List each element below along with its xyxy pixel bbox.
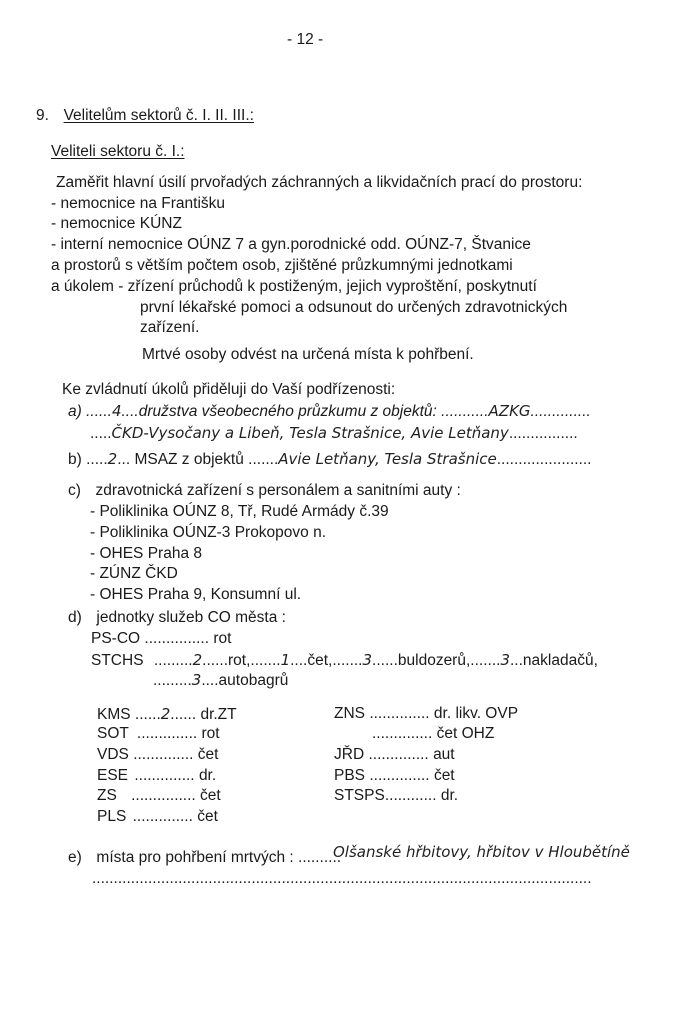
leader-dots: .... [121,403,139,420]
item-b-label: b) [68,451,82,468]
handwritten-value: 3 [191,671,202,689]
leader-dots: ....... [332,652,363,669]
intro-line-5: a prostorů s větším počtem osob, zjištěné průzkumnými jednotkami [51,257,513,274]
section-title: Velitelům sektorů č. I. II. III.: [63,107,254,124]
item-d-heading [68,609,286,627]
leader-dots: .......... [293,849,342,866]
item-a-count: 4 [111,402,122,420]
unit-row-stsps [334,787,458,805]
intro-line-2: - nemocnice na Františku [51,195,226,212]
leader-dots: ...... [202,652,229,669]
unit-row-vds [97,746,218,764]
unit-type: dr. likv. OVP [433,705,519,722]
item-e-label: e) [68,849,82,866]
stchs-row-2 [153,671,288,690]
leader-dots: .............. [132,808,193,825]
unit-type: čet [200,787,221,804]
leader-dots: ................ [508,425,578,442]
unit-code: ZNS [334,705,365,722]
leader-dots: .............. [136,725,198,742]
item-b-objects: Avie Letňany, Tesla Strašnice [278,450,497,468]
list-item: - ZÚNZ ČKD [90,565,178,582]
unit-row-zns [334,705,518,723]
list-item: - Poliklinika OÚNZ 8, Tř, Rudé Armády č.39 [90,503,389,520]
section-number: 9. [36,107,49,124]
leader-dots: ..... [90,425,112,442]
unit-row-zs [97,787,221,805]
assign-intro: Ke zvládnutí úkolů přiděluji do Vaší podřízenosti: [62,381,396,398]
list-item: - Poliklinika OÚNZ-3 Prokopovo n. [90,524,327,541]
item-a-text: družstva všeobecného průzkumu z objektů: [138,403,437,420]
leader-dots: ...................... [496,451,592,468]
intro-line-9: Mrtvé osoby odvést na určená místa k pohřbení. [142,346,474,363]
intro-line-8: zařízení. [140,319,200,336]
item-c-heading [68,482,461,500]
unit-row-pls [97,808,218,826]
unit-type: rot [201,725,220,742]
item-e-line-2: .................................................................................................................... [92,870,592,887]
stchs-row [91,651,598,670]
item-a-object-1: AZKG [488,402,531,420]
list-item: - OHES Praha 8 [90,545,202,562]
section-heading [36,107,254,125]
unit-type: čet OHZ [436,725,495,742]
unit-row-pbs [334,767,455,785]
unit-code: ZS [97,787,117,804]
leader-dots: ............ [384,787,437,804]
leader-dots: ............... [131,787,196,804]
unit-code: PS-CO [91,630,141,647]
handwritten-value: 2 [160,705,171,723]
unit-row-ohz [372,725,494,743]
unit-type: čet [197,808,218,825]
intro-line-4: - interní nemocnice OÚNZ 7 a gyn.porodnické odd. OÚNZ-7, Štvanice [51,236,531,253]
unit-code: PBS [334,767,366,784]
leader-dots: ...... [170,706,197,723]
unit-type: dr. [198,767,217,784]
item-d-label: d) [68,609,82,626]
intro-line-1: Zaměřit hlavní úsilí prvořadých záchranných a likvidačních prací do prostoru: [56,174,583,191]
unit-type: čet [197,746,219,763]
leader-dots: .... [290,652,308,669]
item-a-object-2: ČKD-Vysočany a Libeň, Tesla Strašnice, Avie Letňany [111,424,509,442]
leader-dots: ....... [250,652,281,669]
unit-type: rot, [228,652,251,669]
list-item: - OHES Praha 9, Konsumní ul. [90,586,302,603]
psco-row [91,630,231,648]
leader-dots: ....... [470,652,501,669]
leader-dots: ...... [86,403,112,420]
unit-code: STCHS [91,652,144,669]
leader-dots: ....... [243,451,279,468]
item-a-line-2 [90,424,578,443]
item-a-line-1 [68,402,591,421]
unit-code: VDS [97,746,129,763]
handwritten-value: 3 [500,651,510,669]
leader-dots: ......... [153,652,193,669]
leader-dots: ......... [153,672,192,689]
item-e-place: Olšanské hřbitovy, hřbitov v Hloubětíně [333,843,630,861]
leader-dots: ........... [436,403,489,420]
unit-type: čet [433,767,455,784]
intro-line-7: první lékařské pomoci a odsunout do určených zdravotnických [140,299,568,316]
item-b-line [68,450,591,469]
unit-row-sot [97,725,220,743]
intro-line-6: a úkolem - zřízení průchodů k postiženým, jejich vyproštění, poskytnutí [51,278,537,295]
leader-dots: .............. [369,705,430,722]
sub-heading: Veliteli sektoru č. I.: [51,143,185,160]
leader-dots: .............. [134,767,195,784]
item-c-label: c) [68,482,81,499]
unit-type: dr. [440,787,459,804]
item-b-count: 2 [107,450,118,468]
leader-dots: ... [117,451,131,468]
leader-dots: .............. [369,767,430,784]
leader-dots: ............... [144,630,210,647]
leader-dots: .............. [368,746,429,763]
leader-dots: .............. [133,746,194,763]
item-c-text: zdravotnická zařízení s personálem a sanitními auty : [95,482,461,499]
item-a-label: a) [68,403,82,420]
leader-dots: .............. [372,725,433,742]
leader-dots: ... [509,652,523,669]
item-e-text: místa pro pohřbení mrtvých : [96,849,294,866]
unit-type: rot [213,630,232,647]
leader-dots: ..... [86,451,108,468]
unit-code: SOT [97,725,129,742]
page-number: - 12 - [287,31,324,48]
leader-dots: ...... [134,706,161,723]
item-b-text: MSAZ z objektů [134,451,244,468]
handwritten-value: 3 [362,651,373,669]
unit-code: KMS [97,706,131,723]
unit-type: čet, [307,652,333,669]
handwritten-value: 1 [280,651,291,669]
unit-type: autobagrů [218,672,289,689]
unit-type: nakladačů, [522,652,598,669]
unit-code: JŘD [334,746,365,763]
unit-code: ESE [97,767,129,784]
unit-row-kms [97,705,237,724]
leader-dots: .... [201,672,219,689]
intro-line-3: - nemocnice KÚNZ [51,215,182,232]
unit-type: aut [433,746,455,763]
unit-type: dr.ZT [200,706,237,723]
unit-code: PLS [97,808,127,825]
item-d-text: jednotky služeb CO města : [96,609,286,626]
leader-dots: .............. [530,403,591,420]
unit-row-jrd [334,746,455,764]
unit-type: buldozerů, [397,652,471,669]
unit-row-ese [97,767,216,785]
item-e-line-1 [68,849,341,867]
unit-code: STSPS [334,787,385,804]
leader-dots: ...... [372,652,398,669]
handwritten-value: 2 [192,651,203,669]
